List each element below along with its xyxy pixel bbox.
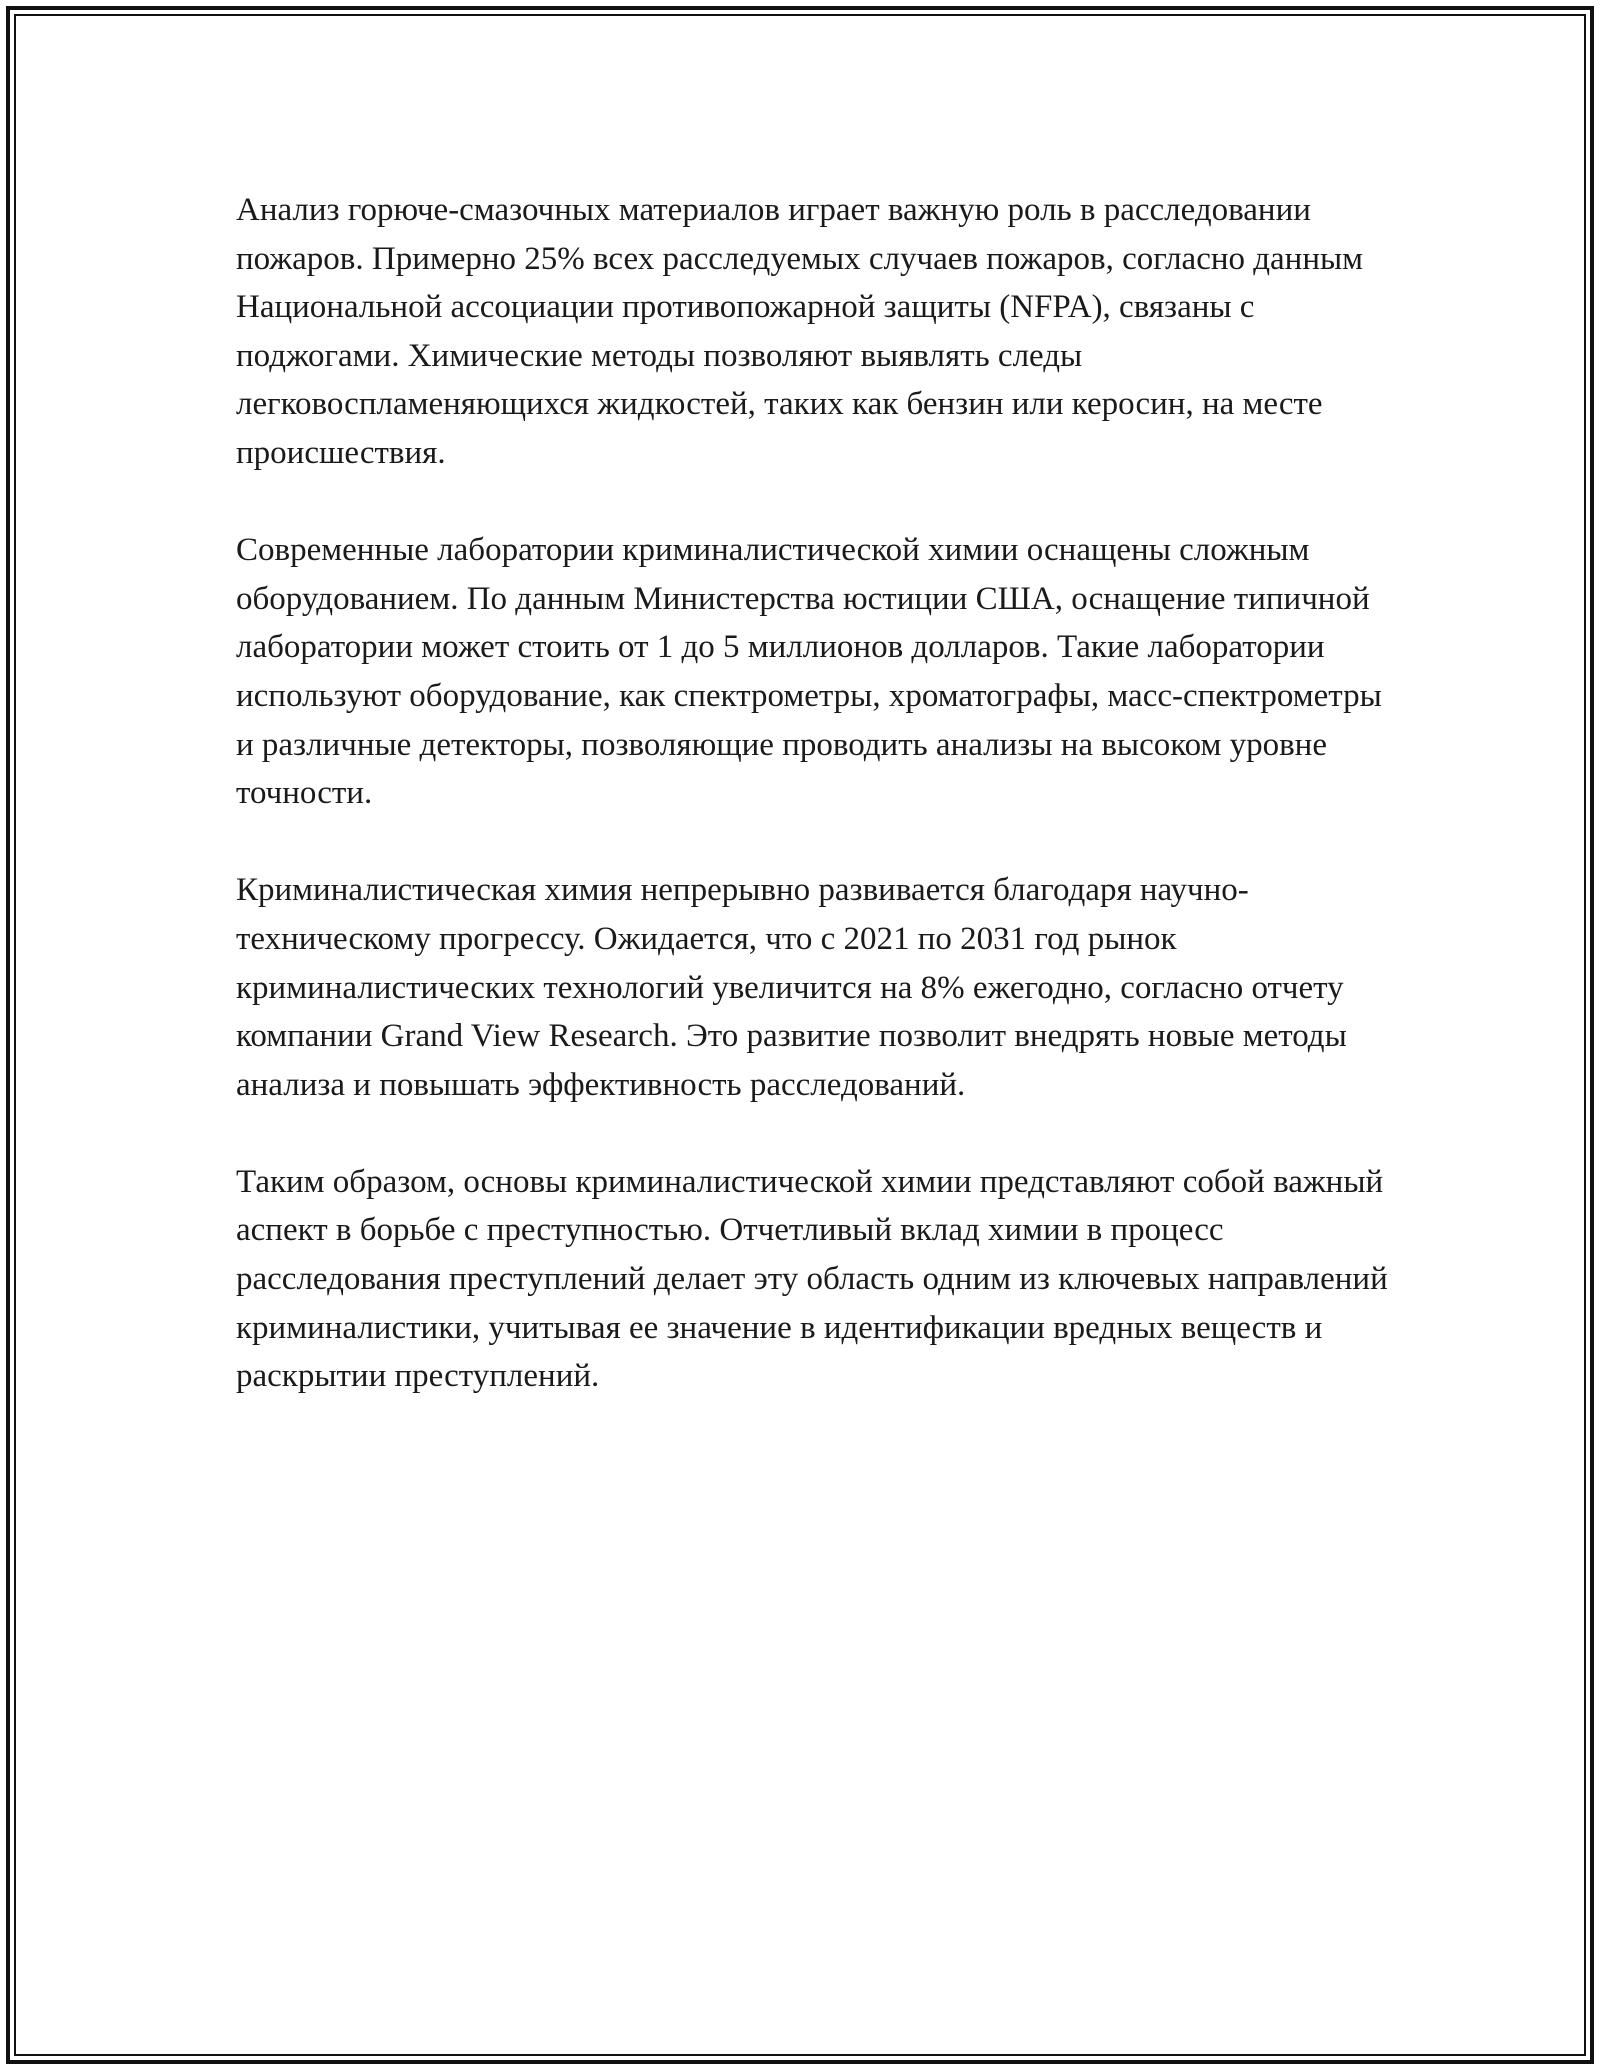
paragraph-fire-investigation: Анализ горюче-смазочных материалов играет важную роль в расследовании пожаров. Примерно 25% всех расследуемых случаев пожаров, согласно данным Национальной ассоциации противопожарной защиты (NFPA), связаны с поджогами. Химические методы позволяют выявлять следы легковоспламеняющихся жидкостей, таких как бензин или керосин, на месте происшествия. bbox=[236, 192, 1364, 471]
paragraph-conclusion: Таким образом, основы криминалистической химии представляют собой важный аспект в борьбе с преступностью. Отчетливый вклад химии в процесс расследования преступлений делает эту область одним из ключевых направлений криминалистики, учитывая ее значение в идентификации вредных веществ и раскрытии преступлений. bbox=[236, 1163, 1388, 1395]
paragraph-technology-progress: Криминалистическая химия непрерывно развивается благодаря научно-техническому прогрессу. Ожидается, что с 2021 по 2031 год рынок криминалистических технологий увеличится на 8% ежегодно, согласно отчету компании Grand View Research. Это развитие позволит внедрять новые методы анализа и повышать эффективность расследований. bbox=[236, 872, 1347, 1103]
paragraph-laboratory-equipment: Современные лаборатории криминалистической химии оснащены сложным оборудованием. По данным Министерства юстиции США, оснащение типичной лаборатории может стоить от 1 до 5 миллионов долларов. Такие лаборатории используют оборудование, как спектрометры, хроматографы, масс-спектрометры и различные детекторы, позволяющие проводить анализы на высоком уровне точности. bbox=[236, 532, 1382, 812]
document-body bbox=[236, 186, 1396, 1401]
